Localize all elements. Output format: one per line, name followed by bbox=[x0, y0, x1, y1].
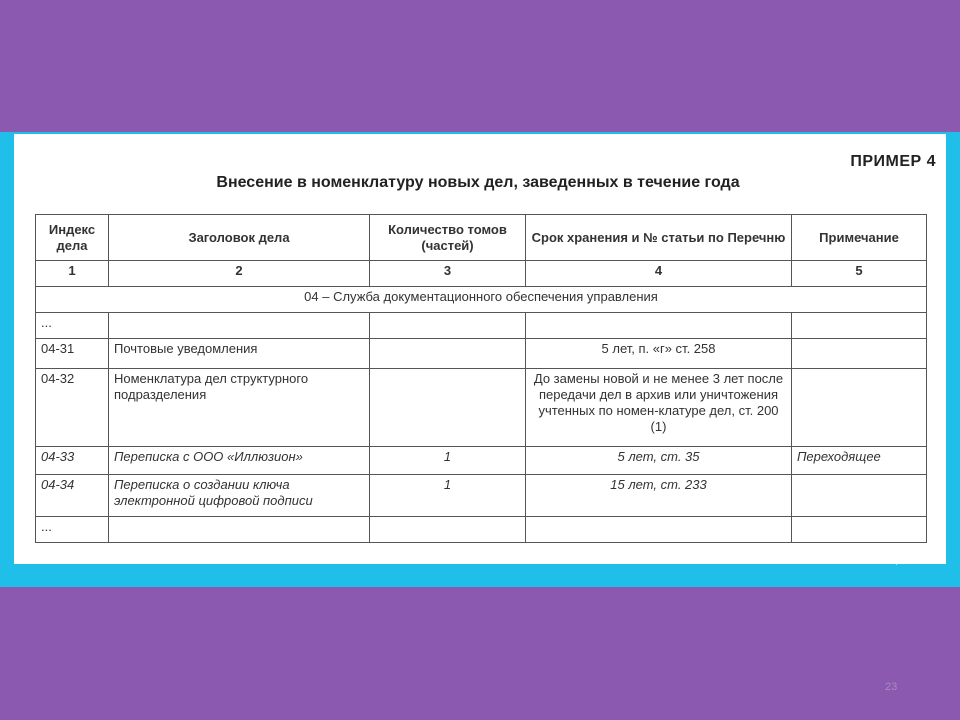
column-header-retention: Срок хранения и № статьи по Перечню bbox=[526, 215, 792, 261]
row-note bbox=[792, 517, 927, 543]
row-volumes: 1 bbox=[370, 447, 526, 475]
table-row bbox=[36, 369, 927, 447]
table-row bbox=[36, 517, 927, 543]
row-note bbox=[792, 475, 927, 517]
column-number: 5 bbox=[792, 261, 927, 287]
page-number: 23 bbox=[885, 681, 898, 693]
row-note bbox=[792, 313, 927, 339]
table-row bbox=[36, 475, 927, 517]
row-index: 04-31 bbox=[36, 339, 109, 369]
section-row bbox=[36, 287, 927, 313]
column-number: 1 bbox=[36, 261, 109, 287]
row-title: Номенклатура дел структурного подразделения bbox=[109, 369, 370, 447]
column-number-row bbox=[36, 261, 927, 287]
row-retention: 5 лет, п. «г» ст. 258 bbox=[526, 339, 792, 369]
column-number: 2 bbox=[109, 261, 370, 287]
row-volumes bbox=[370, 369, 526, 447]
column-header-volumes: Количество томов (частей) bbox=[370, 215, 526, 261]
row-retention: До замены новой и не менее 3 лет после передачи дел в архив или уничтожения учтенных по номен-клатуре дел, ст. 200 (1) bbox=[526, 369, 792, 447]
table-row bbox=[36, 339, 927, 369]
table-row bbox=[36, 313, 927, 339]
row-retention bbox=[526, 313, 792, 339]
row-retention: 15 лет, ст. 233 bbox=[526, 475, 792, 517]
table-header-row bbox=[36, 215, 927, 261]
document-title: Внесение в номенклатуру новых дел, заведенных в течение года bbox=[216, 174, 740, 191]
row-retention: 5 лет, ст. 35 bbox=[526, 447, 792, 475]
row-title: Почтовые уведомления bbox=[109, 339, 370, 369]
column-number: 4 bbox=[526, 261, 792, 287]
row-index: 04-33 bbox=[36, 447, 109, 475]
row-index: ... bbox=[36, 517, 109, 543]
row-volumes bbox=[370, 517, 526, 543]
row-index: 04-32 bbox=[36, 369, 109, 447]
section-title: 04 – Служба документационного обеспечения управления bbox=[36, 287, 927, 313]
row-retention bbox=[526, 517, 792, 543]
column-header-note: Примечание bbox=[792, 215, 927, 261]
row-title bbox=[109, 313, 370, 339]
row-index: ... bbox=[36, 313, 109, 339]
table-row bbox=[36, 447, 927, 475]
row-title: Переписка о создании ключа электронной цифровой подписи bbox=[109, 475, 370, 517]
example-label: ПРИМЕР 4 bbox=[850, 153, 936, 170]
row-note bbox=[792, 339, 927, 369]
row-title bbox=[109, 517, 370, 543]
row-volumes bbox=[370, 339, 526, 369]
row-note: Переходящее bbox=[792, 447, 927, 475]
row-volumes bbox=[370, 313, 526, 339]
row-note bbox=[792, 369, 927, 447]
row-title: Переписка с ООО «Иллюзион» bbox=[109, 447, 370, 475]
column-header-title: Заголовок дела bbox=[109, 215, 370, 261]
column-header-index: Индекс дела bbox=[36, 215, 109, 261]
row-volumes: 1 bbox=[370, 475, 526, 517]
nomenclature-table bbox=[35, 214, 927, 543]
row-index: 04-34 bbox=[36, 475, 109, 517]
column-number: 3 bbox=[370, 261, 526, 287]
